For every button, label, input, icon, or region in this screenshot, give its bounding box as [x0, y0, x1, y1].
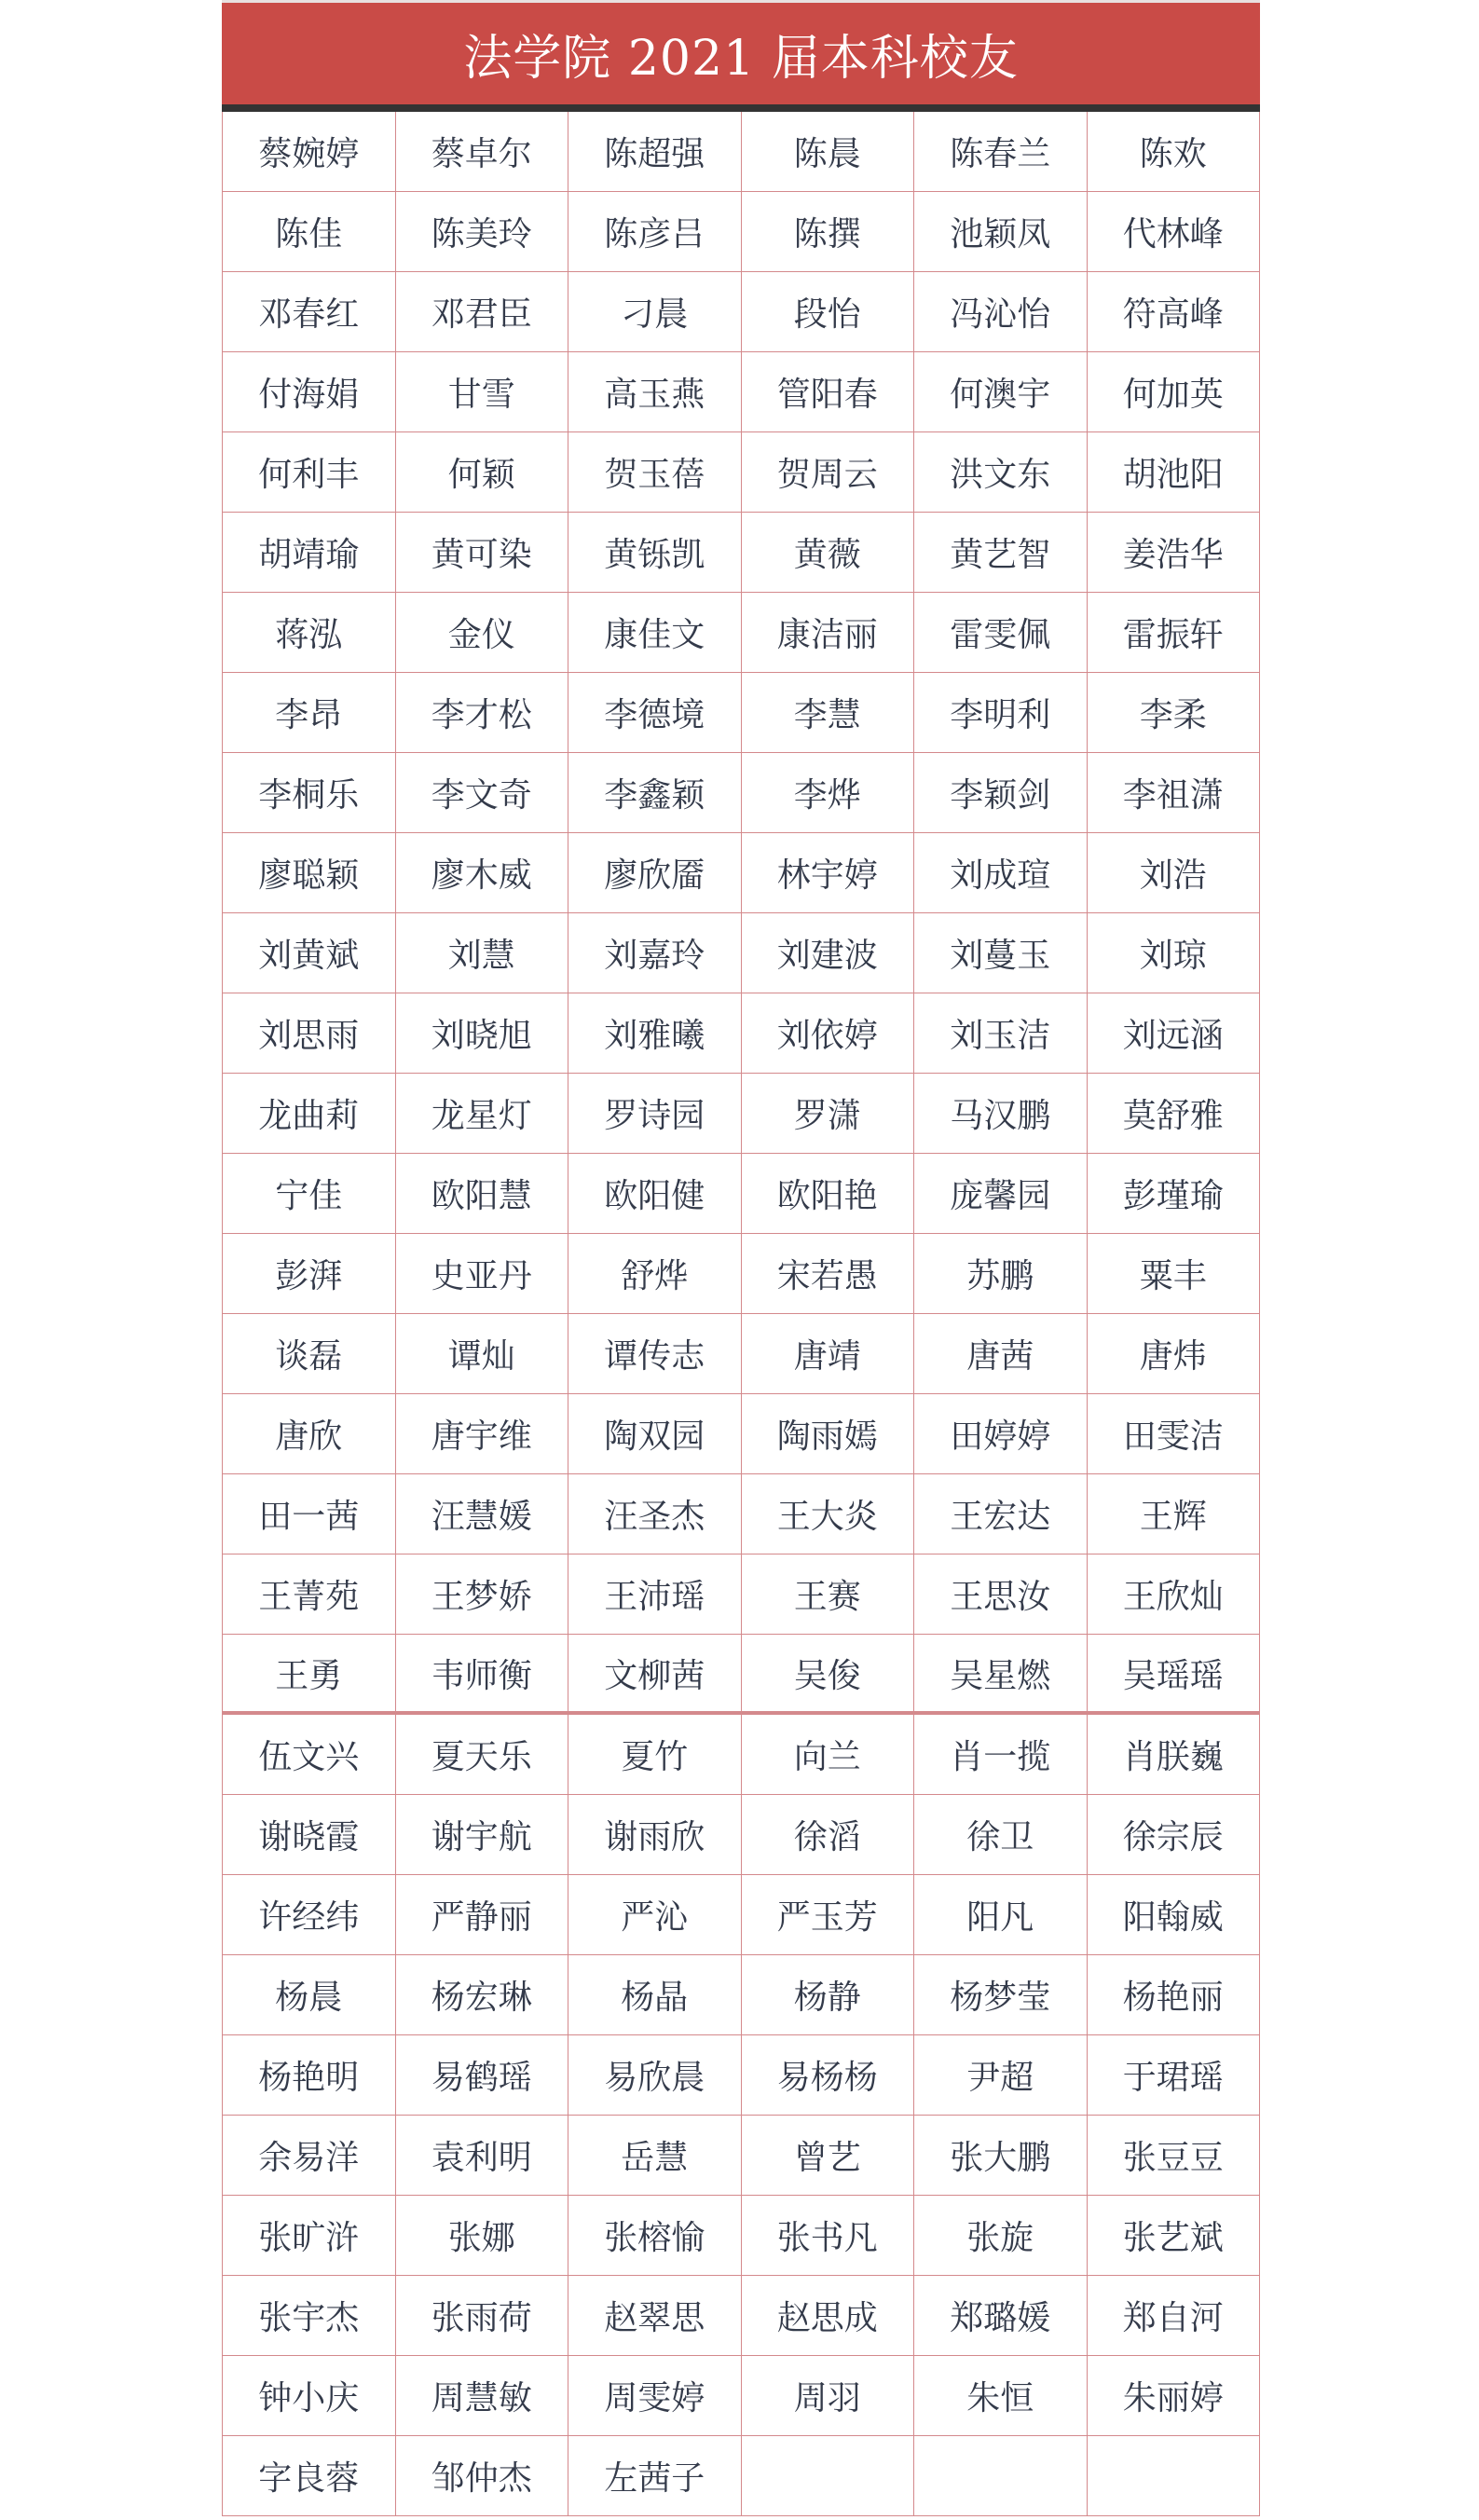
name-cell: 代林峰 — [1088, 192, 1261, 272]
name-cell: 赵思成 — [742, 2276, 915, 2356]
name-cell: 李文奇 — [396, 753, 569, 833]
name-cell: 康佳文 — [568, 593, 742, 673]
name-cell: 陈彦吕 — [568, 192, 742, 272]
name-cell: 尹超 — [914, 2035, 1088, 2116]
name-cell: 张大鹏 — [914, 2116, 1088, 2196]
name-cell: 杨艳明 — [223, 2035, 396, 2116]
name-cell: 唐茜 — [914, 1314, 1088, 1394]
name-cell: 胡池阳 — [1088, 432, 1261, 513]
name-cell: 王赛 — [742, 1554, 915, 1635]
name-cell: 汪圣杰 — [568, 1474, 742, 1554]
name-cell: 龙曲莉 — [223, 1074, 396, 1154]
name-cell: 庞馨园 — [914, 1154, 1088, 1234]
name-cell: 朱恒 — [914, 2356, 1088, 2436]
name-cell: 李才松 — [396, 673, 569, 753]
name-cell: 雷振轩 — [1088, 593, 1261, 673]
name-cell: 谭传志 — [568, 1314, 742, 1394]
name-cell: 龙星灯 — [396, 1074, 569, 1154]
name-cell: 金仪 — [396, 593, 569, 673]
name-cell: 钟小庆 — [223, 2356, 396, 2436]
name-cell: 张娜 — [396, 2196, 569, 2276]
name-cell: 杨宏琳 — [396, 1955, 569, 2035]
name-cell: 康洁丽 — [742, 593, 915, 673]
name-cell: 张艺斌 — [1088, 2196, 1261, 2276]
name-cell: 莫舒雅 — [1088, 1074, 1261, 1154]
name-cell: 谈磊 — [223, 1314, 396, 1394]
name-cell: 刘思雨 — [223, 993, 396, 1074]
name-cell: 何颖 — [396, 432, 569, 513]
name-cell: 易杨杨 — [742, 2035, 915, 2116]
name-cell: 冯沁怡 — [914, 272, 1088, 352]
name-cell: 李德境 — [568, 673, 742, 753]
alumni-sheet — [222, 0, 1260, 2516]
name-cell: 王勇 — [223, 1635, 396, 1715]
name-cell: 刁晨 — [568, 272, 742, 352]
name-cell: 黄薇 — [742, 513, 915, 593]
name-cell: 张旷浒 — [223, 2196, 396, 2276]
name-cell: 刘玉洁 — [914, 993, 1088, 1074]
name-cell: 朱丽婷 — [1088, 2356, 1261, 2436]
name-cell: 徐宗辰 — [1088, 1795, 1261, 1875]
name-cell: 吴星燃 — [914, 1635, 1088, 1715]
name-cell: 陈欢 — [1088, 112, 1261, 192]
name-cell: 田婷婷 — [914, 1394, 1088, 1474]
name-cell: 许经纬 — [223, 1875, 396, 1955]
name-cell: 李昂 — [223, 673, 396, 753]
name-cell: 字良蓉 — [223, 2436, 396, 2516]
name-cell: 周雯婷 — [568, 2356, 742, 2436]
name-cell: 徐滔 — [742, 1795, 915, 1875]
name-cell: 唐靖 — [742, 1314, 915, 1394]
name-cell: 张书凡 — [742, 2196, 915, 2276]
name-cell: 王梦娇 — [396, 1554, 569, 1635]
name-cell: 刘成瑄 — [914, 833, 1088, 913]
name-cell: 汪慧媛 — [396, 1474, 569, 1554]
name-cell: 李烨 — [742, 753, 915, 833]
name-cell: 左茜子 — [568, 2436, 742, 2516]
name-cell: 贺周云 — [742, 432, 915, 513]
name-cell: 蒋泓 — [223, 593, 396, 673]
name-cell: 陶雨嫣 — [742, 1394, 915, 1474]
name-cell: 欧阳慧 — [396, 1154, 569, 1234]
name-cell: 姜浩华 — [1088, 513, 1261, 593]
name-cell: 刘嘉玲 — [568, 913, 742, 993]
name-cell: 余易洋 — [223, 2116, 396, 2196]
name-cell: 符高峰 — [1088, 272, 1261, 352]
name-cell: 何利丰 — [223, 432, 396, 513]
name-cell: 文柳茜 — [568, 1635, 742, 1715]
title-divider — [222, 104, 1260, 112]
name-cell: 廖欣靥 — [568, 833, 742, 913]
name-cell: 刘黄斌 — [223, 913, 396, 993]
name-cell: 刘晓旭 — [396, 993, 569, 1074]
name-cell: 阳翰威 — [1088, 1875, 1261, 1955]
name-cell: 邹仲杰 — [396, 2436, 569, 2516]
name-cell: 林宇婷 — [742, 833, 915, 913]
name-cell: 阳凡 — [914, 1875, 1088, 1955]
name-cell: 易鹤瑶 — [396, 2035, 569, 2116]
name-cell: 刘琼 — [1088, 913, 1261, 993]
name-cell: 张榕愉 — [568, 2196, 742, 2276]
name-cell: 黄铄凯 — [568, 513, 742, 593]
name-cell: 蔡婉婷 — [223, 112, 396, 192]
name-cell: 彭湃 — [223, 1234, 396, 1314]
name-cell: 刘慧 — [396, 913, 569, 993]
name-cell: 彭瑾瑜 — [1088, 1154, 1261, 1234]
name-cell: 吴瑶瑶 — [1088, 1635, 1261, 1715]
name-cell: 李桐乐 — [223, 753, 396, 833]
name-cell: 杨梦莹 — [914, 1955, 1088, 2035]
name-cell: 欧阳健 — [568, 1154, 742, 1234]
name-cell: 张雨荷 — [396, 2276, 569, 2356]
name-cell: 杨晨 — [223, 1955, 396, 2035]
name-cell: 谢晓霞 — [223, 1795, 396, 1875]
name-cell: 王大炎 — [742, 1474, 915, 1554]
name-cell: 向兰 — [742, 1715, 915, 1795]
name-cell: 刘建波 — [742, 913, 915, 993]
name-cell: 陈佳 — [223, 192, 396, 272]
name-cell: 洪文东 — [914, 432, 1088, 513]
name-cell: 黄艺智 — [914, 513, 1088, 593]
name-cell: 李颖剑 — [914, 753, 1088, 833]
name-cell: 李慧 — [742, 673, 915, 753]
name-cell: 黄可染 — [396, 513, 569, 593]
empty-cell — [1088, 2436, 1261, 2516]
name-cell: 高玉燕 — [568, 352, 742, 432]
name-cell: 王辉 — [1088, 1474, 1261, 1554]
name-cell: 刘依婷 — [742, 993, 915, 1074]
name-cell: 郑璐媛 — [914, 2276, 1088, 2356]
name-cell: 王思汝 — [914, 1554, 1088, 1635]
name-cell: 陈晨 — [742, 112, 915, 192]
name-cell: 蔡卓尔 — [396, 112, 569, 192]
name-cell: 张旋 — [914, 2196, 1088, 2276]
name-cell: 夏天乐 — [396, 1715, 569, 1795]
name-cell: 肖朕巍 — [1088, 1715, 1261, 1795]
empty-cell — [742, 2436, 915, 2516]
name-cell: 唐炜 — [1088, 1314, 1261, 1394]
name-cell: 夏竹 — [568, 1715, 742, 1795]
name-cell: 陈美玲 — [396, 192, 569, 272]
name-cell: 陈超强 — [568, 112, 742, 192]
name-cell: 唐宇维 — [396, 1394, 569, 1474]
name-cell: 李鑫颖 — [568, 753, 742, 833]
name-cell: 袁利明 — [396, 2116, 569, 2196]
name-cell: 曾艺 — [742, 2116, 915, 2196]
name-cell: 吴俊 — [742, 1635, 915, 1715]
name-cell: 何加英 — [1088, 352, 1261, 432]
name-cell: 舒烨 — [568, 1234, 742, 1314]
name-cell: 李明利 — [914, 673, 1088, 753]
name-cell: 史亚丹 — [396, 1234, 569, 1314]
name-cell: 严静丽 — [396, 1875, 569, 1955]
name-cell: 王菁苑 — [223, 1554, 396, 1635]
name-cell: 田一茜 — [223, 1474, 396, 1554]
name-cell: 严玉芳 — [742, 1875, 915, 1955]
name-cell: 谢雨欣 — [568, 1795, 742, 1875]
empty-cell — [914, 2436, 1088, 2516]
name-table — [222, 112, 1260, 2516]
name-cell: 管阳春 — [742, 352, 915, 432]
name-cell: 陶双园 — [568, 1394, 742, 1474]
name-cell: 刘远涵 — [1088, 993, 1261, 1074]
name-cell: 罗潇 — [742, 1074, 915, 1154]
name-cell: 陈撰 — [742, 192, 915, 272]
name-cell: 宁佳 — [223, 1154, 396, 1234]
name-cell: 王欣灿 — [1088, 1554, 1261, 1635]
name-cell: 张豆豆 — [1088, 2116, 1261, 2196]
name-cell: 郑自河 — [1088, 2276, 1261, 2356]
page-title: 法学院 2021 届本科校友 — [222, 0, 1260, 104]
name-cell: 王沛瑶 — [568, 1554, 742, 1635]
name-cell: 李柔 — [1088, 673, 1261, 753]
name-cell: 杨艳丽 — [1088, 1955, 1261, 2035]
name-cell: 易欣晨 — [568, 2035, 742, 2116]
name-cell: 徐卫 — [914, 1795, 1088, 1875]
name-cell: 廖聪颖 — [223, 833, 396, 913]
name-cell: 段怡 — [742, 272, 915, 352]
name-cell: 杨晶 — [568, 1955, 742, 2035]
name-cell: 粟丰 — [1088, 1234, 1261, 1314]
name-cell: 罗诗园 — [568, 1074, 742, 1154]
name-cell: 宋若愚 — [742, 1234, 915, 1314]
name-cell: 甘雪 — [396, 352, 569, 432]
name-cell: 于珺瑶 — [1088, 2035, 1261, 2116]
name-cell: 张宇杰 — [223, 2276, 396, 2356]
name-cell: 谭灿 — [396, 1314, 569, 1394]
name-cell: 赵翠思 — [568, 2276, 742, 2356]
name-cell: 雷雯佩 — [914, 593, 1088, 673]
name-cell: 池颖凤 — [914, 192, 1088, 272]
name-cell: 周慧敏 — [396, 2356, 569, 2436]
name-cell: 田雯洁 — [1088, 1394, 1261, 1474]
name-cell: 韦师衡 — [396, 1635, 569, 1715]
name-cell: 刘蔓玉 — [914, 913, 1088, 993]
name-cell: 贺玉蓓 — [568, 432, 742, 513]
name-cell: 伍文兴 — [223, 1715, 396, 1795]
name-cell: 唐欣 — [223, 1394, 396, 1474]
name-cell: 邓君臣 — [396, 272, 569, 352]
name-cell: 谢宇航 — [396, 1795, 569, 1875]
name-cell: 肖一揽 — [914, 1715, 1088, 1795]
name-cell: 付海娟 — [223, 352, 396, 432]
name-cell: 王宏达 — [914, 1474, 1088, 1554]
name-cell: 刘浩 — [1088, 833, 1261, 913]
name-cell: 廖木威 — [396, 833, 569, 913]
name-cell: 邓春红 — [223, 272, 396, 352]
name-cell: 刘雅曦 — [568, 993, 742, 1074]
name-cell: 周羽 — [742, 2356, 915, 2436]
name-cell: 何澳宇 — [914, 352, 1088, 432]
name-cell: 马汉鹏 — [914, 1074, 1088, 1154]
name-cell: 陈春兰 — [914, 112, 1088, 192]
name-cell: 欧阳艳 — [742, 1154, 915, 1234]
name-cell: 李祖潇 — [1088, 753, 1261, 833]
name-cell: 苏鹏 — [914, 1234, 1088, 1314]
name-cell: 杨静 — [742, 1955, 915, 2035]
name-cell: 胡靖瑜 — [223, 513, 396, 593]
name-cell: 岳慧 — [568, 2116, 742, 2196]
name-cell: 严沁 — [568, 1875, 742, 1955]
